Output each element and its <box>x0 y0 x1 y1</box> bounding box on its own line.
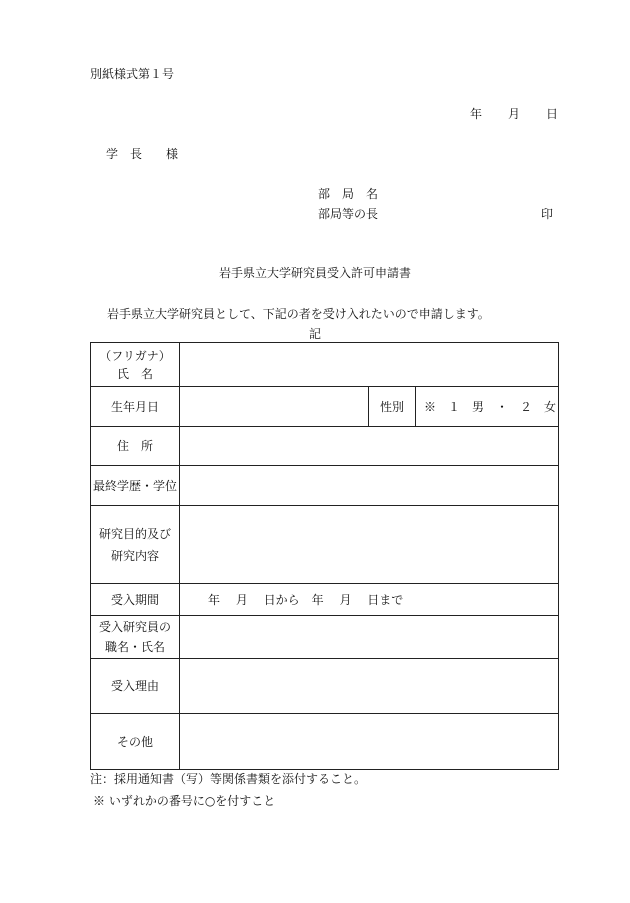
researcher-label-line2: 職名・氏名 <box>104 640 165 654</box>
asterisk-note: ※ いずれかの番号に○を付すこと <box>93 794 276 808</box>
education-label: 最終学歴・学位 <box>91 466 180 506</box>
name-label: 氏 名 <box>116 366 153 381</box>
date-month-unit: 月 <box>508 107 521 121</box>
purpose-label-cell <box>91 506 180 584</box>
purpose-label-line1: 研究目的及び <box>98 526 171 541</box>
table-row-education <box>91 466 559 506</box>
researcher-label-line1: 受入研究員の <box>98 620 171 634</box>
table-row-other <box>91 714 559 770</box>
dept-name-label: 部 局 名 <box>318 187 379 201</box>
date-line <box>470 106 558 122</box>
table-row-period <box>91 584 559 616</box>
application-table <box>90 342 559 770</box>
address-label: 住 所 <box>91 427 180 466</box>
table-row-reason <box>91 659 559 714</box>
date-year-unit: 年 <box>470 107 483 121</box>
ki-heading: 記 <box>308 327 321 341</box>
name-label-cell <box>91 343 180 387</box>
document-title: 岩手県立大学研究員受入許可申請書 <box>218 266 411 280</box>
attachment-note: 注：採用通知書（写）等関係書類を添付すること。 <box>90 772 367 786</box>
other-field[interactable] <box>180 714 559 770</box>
purpose-label-line2: 研究内容 <box>110 548 159 563</box>
other-label: その他 <box>91 714 180 770</box>
table-row-address <box>91 427 559 466</box>
gender-label: 性別 <box>369 387 416 427</box>
reason-label: 受入理由 <box>91 659 180 714</box>
seal-mark: 印 <box>541 207 554 221</box>
name-field[interactable] <box>180 343 559 387</box>
purpose-field[interactable] <box>180 506 559 584</box>
dept-head-label: 部局等の長 <box>318 207 379 221</box>
period-label: 受入期間 <box>91 584 180 616</box>
birthdate-label: 生年月日 <box>91 387 180 427</box>
addressee: 学 長 様 <box>106 147 179 161</box>
table-row-name <box>91 343 559 387</box>
table-row-purpose <box>91 506 559 584</box>
reason-field[interactable] <box>180 659 559 714</box>
intro-text: 岩手県立大学研究員として、下記の者を受け入れたいので申請します。 <box>107 307 490 321</box>
date-day-unit: 日 <box>546 107 559 121</box>
birthdate-field[interactable] <box>180 387 369 427</box>
researcher-label-cell <box>91 616 180 659</box>
period-field[interactable]: 年 月 日から 年 月 日まで <box>180 584 559 616</box>
form-id: 別紙様式第１号 <box>90 67 175 81</box>
address-field[interactable] <box>180 427 559 466</box>
table-row-researcher <box>91 616 559 659</box>
gender-options[interactable]: ※ １ 男 ・ ２ 女 <box>416 387 559 427</box>
education-field[interactable] <box>180 466 559 506</box>
researcher-field[interactable] <box>180 616 559 659</box>
table-row-birthdate <box>91 387 559 427</box>
furigana-label: （フリガナ） <box>99 348 171 363</box>
